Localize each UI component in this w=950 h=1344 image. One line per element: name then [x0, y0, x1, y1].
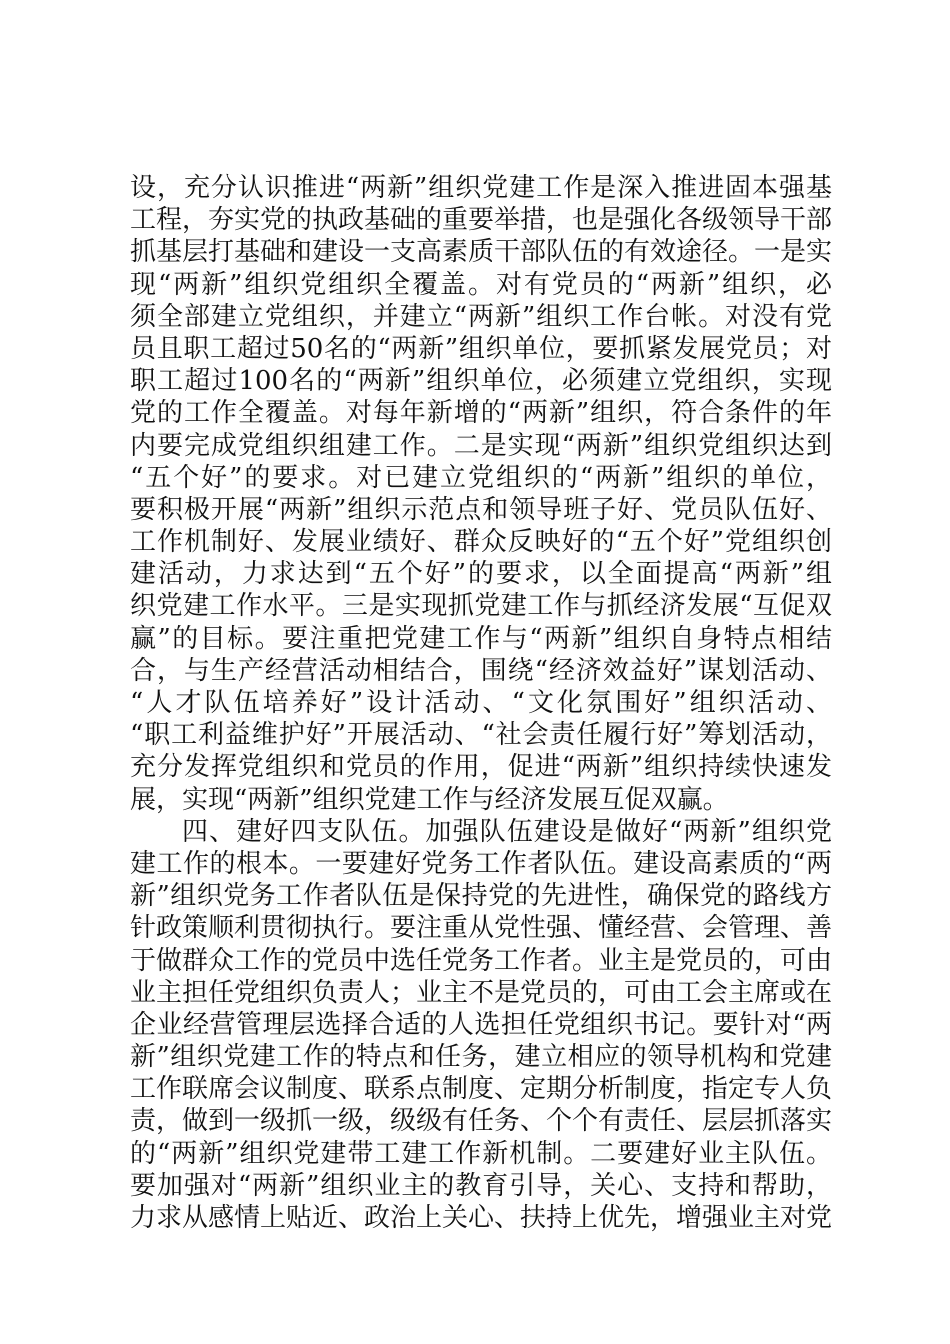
- text-line: “五个好”的要求。对已建立党组织的“两新”组织的单位，: [130, 462, 832, 493]
- text-line: 赢”的目标。要注重把党建工作与“两新”组织自身特点相结: [130, 623, 832, 654]
- text-line: 建活动，力求达到“五个好”的要求，以全面提高“两新”组: [130, 559, 832, 590]
- text-line: “职工利益维护好”开展活动、“社会责任履行好”筹划活动，: [130, 720, 832, 751]
- text-line: 员且职工超过50名的“两新”组织单位，要抓紧发展党员；对: [130, 333, 832, 364]
- text-line: 抓基层打基础和建设一支高素质干部队伍的有效途径。一是实: [130, 237, 833, 268]
- text-line: 建工作的根本。一要建好党务工作者队伍。建设高素质的“两: [130, 848, 832, 879]
- text-line: 力求从感情上贴近、政治上关心、扶持上优先，增强业主对党: [130, 1203, 833, 1233]
- text-line: 要加强对“两新”组织业主的教育引导，关心、支持和帮助，: [130, 1170, 832, 1201]
- text-line: 业主担任党组织负责人；业主不是党员的，可由工会主席或在: [130, 977, 833, 1008]
- text-line: 工作联席会议制度、联系点制度、定期分析制度，指定专人负: [130, 1074, 833, 1105]
- text-line: 工作机制好、发展业绩好、群众反映好的“五个好”党组织创: [130, 527, 832, 558]
- body-text: [130, 172, 832, 1234]
- text-line: 充分发挥党组织和党员的作用，促进“两新”组织持续快速发: [130, 752, 832, 783]
- text-line: 企业经营管理层选择合适的人选担任党组织书记。要针对“两: [130, 1009, 832, 1040]
- text-line: 内要完成党组织组建工作。二是实现“两新”组织党组织达到: [130, 430, 832, 461]
- text-line: 合，与生产经营活动相结合，围绕“经济效益好”谋划活动、: [130, 655, 832, 686]
- text-line: “人才队伍培养好”设计活动、“文化氛围好”组织活动、: [130, 688, 832, 718]
- text-line: 针政策顺利贯彻执行。要注重从党性强、懂经营、会管理、善: [130, 913, 833, 944]
- text-line: 的“两新”组织党建带工建工作新机制。二要建好业主队伍。: [130, 1138, 832, 1169]
- text-line: 要积极开展“两新”组织示范点和领导班子好、党员队伍好、: [130, 494, 832, 525]
- text-line: 新”组织党务工作者队伍是保持党的先进性，确保党的路线方: [130, 881, 832, 912]
- text-line: 新”组织党建工作的特点和任务，建立相应的领导机构和党建: [130, 1042, 832, 1073]
- text-line: 党的工作全覆盖。对每年新增的“两新”组织，符合条件的年: [130, 398, 832, 429]
- text-line: 于做群众工作的党员中选任党务工作者。业主是党员的，可由: [130, 945, 833, 976]
- text-line: 工程，夯实党的执政基础的重要举措，也是强化各级领导干部: [130, 205, 833, 236]
- text-line: 现“两新”组织党组织全覆盖。对有党员的“两新”组织，必: [130, 269, 832, 300]
- text-line: 展，实现“两新”组织党建工作与经济发展互促双赢。: [130, 784, 729, 815]
- text-line: 须全部建立党组织，并建立“两新”组织工作台帐。对没有党: [130, 301, 832, 332]
- text-line: 责，做到一级抓一级，级级有任务、个个有责任、层层抓落实: [130, 1106, 833, 1137]
- text-line: 职工超过100名的“两新”组织单位，必须建立党组织，实现: [130, 366, 832, 397]
- text-line: 织党建工作水平。三是实现抓党建工作与抓经济发展“互促双: [130, 591, 832, 622]
- text-line: 设，充分认识推进“两新”组织党建工作是深入推进固本强基: [130, 173, 832, 203]
- text-line: 四、建好四支队伍。加强队伍建设是做好“两新”组织党: [182, 816, 832, 847]
